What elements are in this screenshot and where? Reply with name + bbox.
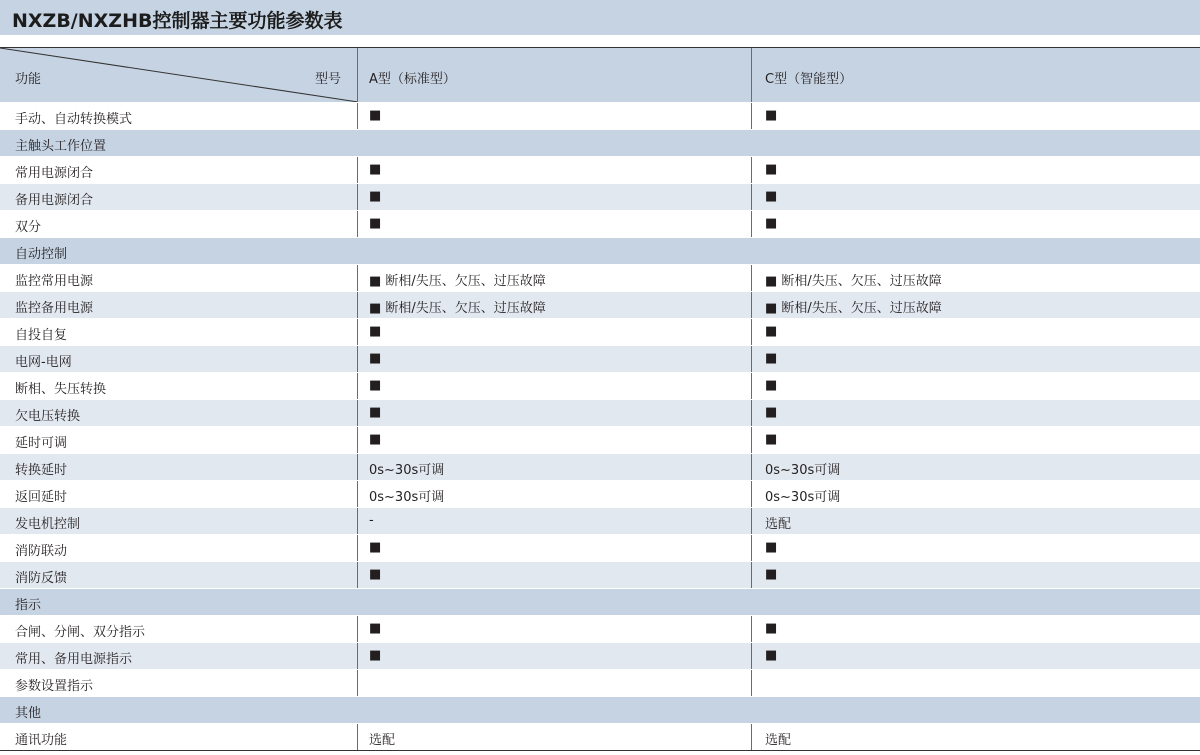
table-row <box>0 723 1200 750</box>
column-divider <box>751 535 752 561</box>
table-row <box>0 615 1200 642</box>
cell-c-value: ■ <box>765 378 778 393</box>
page-title: NXZB/NXZHB控制器主要功能参数表 <box>12 10 343 32</box>
cell-c-value: ■ <box>765 351 778 366</box>
cell-c-value: ■ <box>765 324 778 339</box>
column-divider <box>751 400 752 426</box>
cell-a-value: 选配 <box>369 733 396 748</box>
cell-c-value: ■ <box>765 432 778 447</box>
function-label: 自投自复 <box>15 328 68 343</box>
function-label: 监控备用电源 <box>15 301 94 316</box>
table-row <box>0 669 1200 696</box>
column-divider <box>357 454 358 480</box>
cell-c-value: 0s~30s可调 <box>765 490 841 505</box>
table-row <box>0 183 1200 210</box>
function-label: 返回延时 <box>15 490 68 505</box>
column-divider <box>751 184 752 210</box>
column-divider <box>357 616 358 642</box>
header-model-label: 型号 <box>315 72 342 87</box>
table-header <box>0 48 1200 102</box>
cell-a-value: ■ <box>369 351 382 366</box>
cell-c-value: ■ <box>765 540 778 555</box>
table-row <box>0 453 1200 480</box>
table-row <box>0 318 1200 345</box>
cell-a-value: ■ <box>369 567 382 582</box>
cell-c-value: ■ <box>765 648 778 663</box>
cell-c-value: ■ 断相/失压、欠压、过压故障 <box>765 274 942 289</box>
cell-c-value: ■ <box>765 567 778 582</box>
cell-a-value: ■ <box>369 432 382 447</box>
column-divider <box>357 48 358 102</box>
column-divider <box>751 157 752 183</box>
function-label: 常用电源闭合 <box>15 166 94 181</box>
table-row <box>0 561 1200 588</box>
function-parameter-table <box>0 47 1200 751</box>
section-row <box>0 696 1200 723</box>
column-divider <box>751 616 752 642</box>
column-divider <box>751 454 752 480</box>
cell-c-value: ■ <box>765 108 778 123</box>
function-label: 常用、备用电源指示 <box>15 652 133 667</box>
column-divider <box>357 346 358 372</box>
cell-a-value: ■ <box>369 621 382 636</box>
column-divider <box>357 508 358 534</box>
column-divider <box>357 535 358 561</box>
table-body <box>0 102 1200 750</box>
table-row <box>0 345 1200 372</box>
column-divider <box>357 481 358 507</box>
section-row <box>0 588 1200 615</box>
column-divider <box>751 319 752 345</box>
column-divider <box>357 184 358 210</box>
function-label: 合闸、分闸、双分指示 <box>15 625 146 640</box>
header-function-label: 功能 <box>15 72 42 87</box>
cell-c-value: ■ <box>765 189 778 204</box>
table-row <box>0 480 1200 507</box>
table-row <box>0 210 1200 237</box>
function-label: 手动、自动转换模式 <box>15 112 133 127</box>
function-label: 备用电源闭合 <box>15 193 94 208</box>
cell-a-value: ■ <box>369 648 382 663</box>
cell-a-value: ■ <box>369 108 382 123</box>
cell-a-value: ■ <box>369 162 382 177</box>
header-column-a: A型（标准型） <box>369 72 456 87</box>
cell-a-value: ■ 断相/失压、欠压、过压故障 <box>369 301 546 316</box>
column-divider <box>357 724 358 750</box>
cell-a-value: ■ <box>369 216 382 231</box>
table-row <box>0 534 1200 561</box>
cell-a-value: 0s~30s可调 <box>369 463 445 478</box>
column-divider <box>751 373 752 399</box>
cell-c-value: ■ <box>765 621 778 636</box>
column-divider <box>357 670 358 696</box>
column-divider <box>751 427 752 453</box>
column-divider <box>357 319 358 345</box>
cell-a-value: 0s~30s可调 <box>369 490 445 505</box>
column-divider <box>357 562 358 588</box>
cell-a-value: - <box>369 513 374 528</box>
function-label: 断相、失压转换 <box>15 382 107 397</box>
column-divider <box>751 481 752 507</box>
cell-c-value: ■ 断相/失压、欠压、过压故障 <box>765 301 942 316</box>
section-row <box>0 237 1200 264</box>
function-label: 电网-电网 <box>15 355 72 370</box>
function-label: 消防反馈 <box>15 571 68 586</box>
column-divider <box>751 562 752 588</box>
column-divider <box>751 292 752 318</box>
column-divider <box>751 48 752 102</box>
cell-a-value: ■ <box>369 405 382 420</box>
section-label: 其他 <box>15 706 42 721</box>
column-divider <box>751 103 752 129</box>
cell-c-value: 选配 <box>765 517 792 532</box>
cell-a-value: ■ <box>369 324 382 339</box>
diagonal-header-line <box>0 48 360 102</box>
column-divider <box>751 265 752 291</box>
column-divider <box>357 427 358 453</box>
column-divider <box>751 211 752 237</box>
header-column-c: C型（智能型） <box>765 72 853 87</box>
function-label: 参数设置指示 <box>15 679 94 694</box>
section-label: 指示 <box>15 598 42 613</box>
column-divider <box>357 400 358 426</box>
column-divider <box>751 643 752 669</box>
table-row <box>0 507 1200 534</box>
function-label: 消防联动 <box>15 544 68 559</box>
table-row <box>0 642 1200 669</box>
cell-a-value: ■ <box>369 189 382 204</box>
cell-c-value: ■ <box>765 162 778 177</box>
column-divider <box>357 157 358 183</box>
cell-c-value: 0s~30s可调 <box>765 463 841 478</box>
cell-a-value: ■ 断相/失压、欠压、过压故障 <box>369 274 546 289</box>
table-row <box>0 264 1200 291</box>
column-divider <box>357 643 358 669</box>
table-row <box>0 399 1200 426</box>
cell-c-value: 选配 <box>765 733 792 748</box>
table-row <box>0 291 1200 318</box>
table-row <box>0 156 1200 183</box>
cell-a-value: ■ <box>369 378 382 393</box>
column-divider <box>751 508 752 534</box>
column-divider <box>357 373 358 399</box>
function-label: 转换延时 <box>15 463 68 478</box>
column-divider <box>751 670 752 696</box>
column-divider <box>751 346 752 372</box>
table-row <box>0 426 1200 453</box>
section-row <box>0 129 1200 156</box>
section-label: 主触头工作位置 <box>15 139 107 154</box>
function-label: 延时可调 <box>15 436 68 451</box>
function-label: 通讯功能 <box>15 733 68 748</box>
column-divider <box>357 265 358 291</box>
column-divider <box>357 211 358 237</box>
function-label: 欠电压转换 <box>15 409 81 424</box>
table-row <box>0 372 1200 399</box>
function-label: 双分 <box>15 220 42 235</box>
section-label: 自动控制 <box>15 247 68 262</box>
cell-c-value: ■ <box>765 405 778 420</box>
column-divider <box>357 292 358 318</box>
cell-c-value: ■ <box>765 216 778 231</box>
function-label: 发电机控制 <box>15 517 81 532</box>
column-divider <box>357 103 358 129</box>
table-row <box>0 102 1200 129</box>
column-divider <box>751 724 752 750</box>
title-bar <box>0 0 1200 35</box>
function-label: 监控常用电源 <box>15 274 94 289</box>
cell-a-value: ■ <box>369 540 382 555</box>
